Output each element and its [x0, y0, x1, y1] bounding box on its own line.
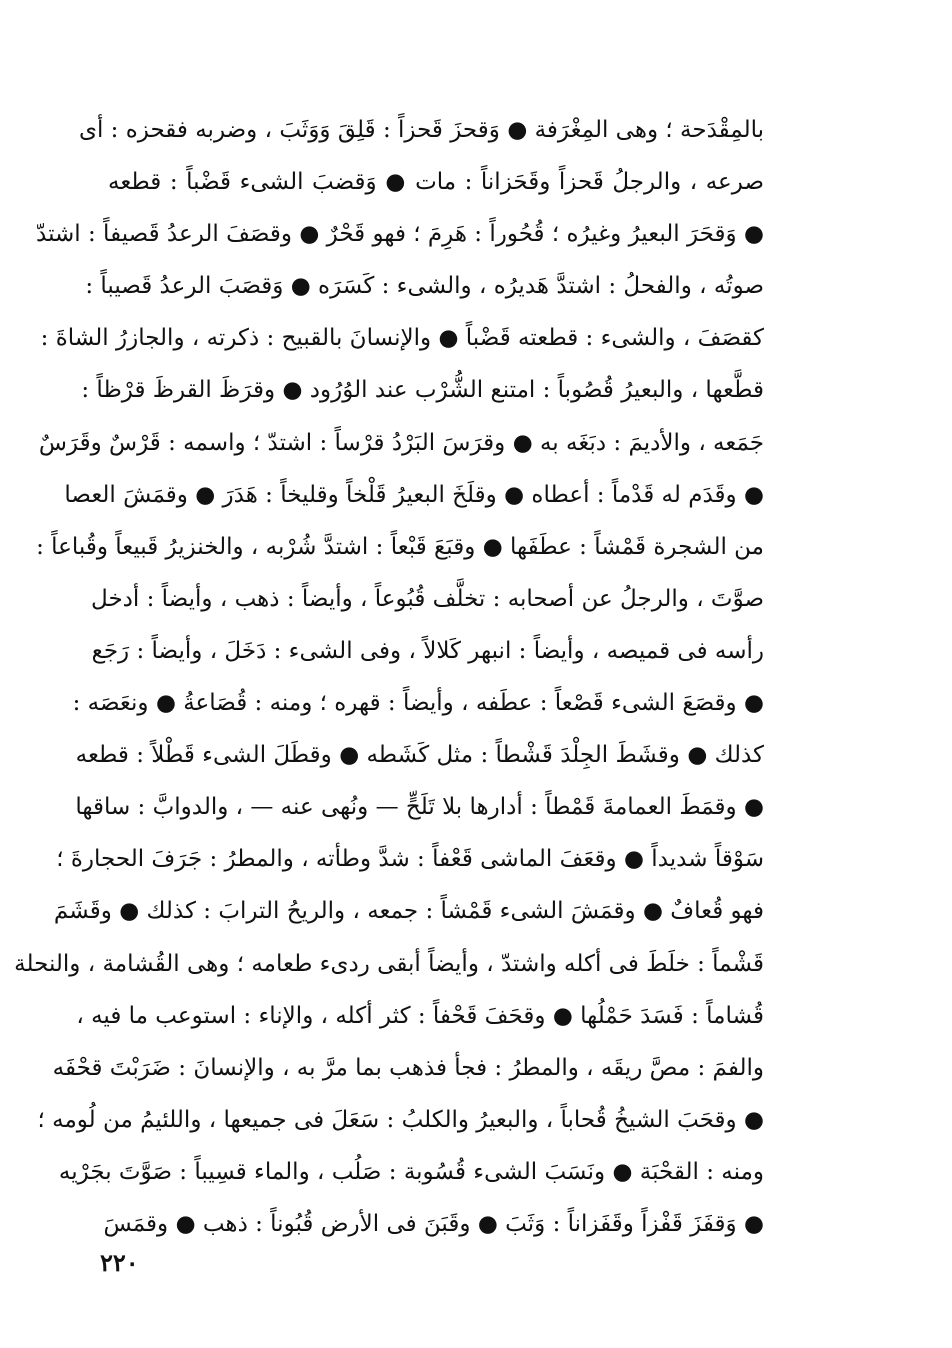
- text-line: صوَّتَ ، والرجلُ عن أصحابه : تخلَّف قُبُوعاً ، وأيضاً : ذهب ، وأيضاً : أدخل: [91, 585, 764, 612]
- text-line: قَشْماً : خلَطَ فى أكله واشتدّ ، وأيضاً أبقى ردىء طعامه ؛ وهى القُشامة ، والنحلة: [14, 950, 764, 977]
- text-line: صوتُه ، والفحلُ : اشتدَّ هَديرُه ، والشىء : كَسَرَه ● وَقصَبَ الرعدُ قَصيباً :: [85, 273, 764, 300]
- text-line: ● وقَدَم له قَدْماً : أعطاه ● وقلَخَ البعيرُ قَلْخاً وقليخاً : هَدَرَ ● وقمَشَ العصا: [64, 481, 764, 508]
- text-line: فهو قُعافٌ ● وقمَشَ الشىء قَمْشاً : جمعه ، والريحُ الترابَ : كذلك ● وقَشَمَ: [53, 898, 764, 925]
- page-number: ٢٢٠: [100, 1248, 139, 1277]
- text-line: قُشاماً : فَسَدَ حَمْلُها ● وقحَفَ قَحْفاً : كثر أكله ، والإناء : استوعب ما فيه ،: [76, 1002, 764, 1029]
- text-line: ● وَقحَرَ البعيرُ وغيرُه ؛ قُحُوراً : هَرِمَ ؛ فهو قَحْرٌ ● وقصَفَ الرعدُ قَصيفاً : اشتدّ: [36, 221, 764, 248]
- text-line: كذلك ● وقشَطَ الجِلْدَ قَشْطاً : مثل كَشَطه ● وقطَلَ الشىء قَطْلاً : قطعه: [75, 742, 764, 769]
- body-text: [14, 104, 764, 1250]
- text-line: سَوْقاً شديداً ● وقعَفَ الماشى قَعْفاً : شدَّ وطأته ، والمطرُ : جَرَفَ الحجارةَ ؛: [56, 846, 764, 873]
- text-line: صرعه ، والرجلُ قَحزاً وقَحَزاناً : مات ● وَقضبَ الشىء قَضْباً : قطعه: [108, 169, 764, 196]
- text-line: ومنه : القحْبَة ● ونَسَبَ الشىء قُسُوبة : صَلُب ، والماء قسِيباً : صَوَّتَ بجَرْيه: [58, 1158, 764, 1185]
- text-line: قطَّعها ، والبعيرُ قُصُوباً : امتنع الشُّرْب عند الوُرُود ● وقرَظَ القرظَ قرْظاً :: [81, 377, 764, 404]
- text-line: ● وقصَعَ الشىء قَصْعاً : عطَفه ، وأيضاً : قهره ؛ ومنه : قُصَاعةُ ● ونعَصَه :: [72, 690, 764, 717]
- text-line: من الشجرة قَمْشاً : عطَفَها ● وقبَعَ قَبْعاً : اشتدَّ شُرْبه ، والخنزيرُ قَبيعاً وقُباعاً :: [36, 533, 764, 560]
- text-line: ● وَقفَزَ قَفْزاً وقَفَزاناً : وَثَبَ ● وقَبَنَ فى الأرض قُبُوناً : ذهب ● وقمَسَ: [103, 1210, 764, 1237]
- text-line: رأسه فى قميصه ، وأيضاً : انبهر كَلالاً ، وفى الشىء : دَخَلَ ، وأيضاً : رَجَع: [91, 637, 764, 664]
- text-line: كقصَفَ ، والشىء : قطعته قَضْباً ● والإنسانَ بالقبيح : ذكرته ، والجازرُ الشاةَ :: [40, 325, 764, 352]
- text-line: جَمَعه ، والأديمَ : دبَغَه به ● وقرَسَ البَرْدُ قرْساً : اشتدّ ؛ واسمه : قَرْسٌ وقَرَسٌ: [38, 429, 764, 456]
- text-line: بالمِقْدَحة ؛ وهى المِغْرَفة ● وَقحزَ قَحزاً : قَلِقَ وَوَثَبَ ، وضربه فقحزه : أى: [78, 117, 764, 143]
- text-line: والفمَ : مصَّ ريقَه ، والمطرُ : فجأ فذهب بما مرَّ به ، والإنسانَ : ضَرَبْتَ قحْفَه: [52, 1054, 764, 1081]
- text-line: ● وقمَطَ العمامةَ قَمْطاً : أدارها بلا تَلَحٍّ — ونُهى عنه — ، والدوابَّ : ساقها: [75, 794, 764, 821]
- text-line: ● وقحَبَ الشيخُ قُحاباً ، والبعيرُ والكلبُ : سَعَلَ فى جميعها ، واللئيمُ من لُومه ؛: [37, 1106, 764, 1133]
